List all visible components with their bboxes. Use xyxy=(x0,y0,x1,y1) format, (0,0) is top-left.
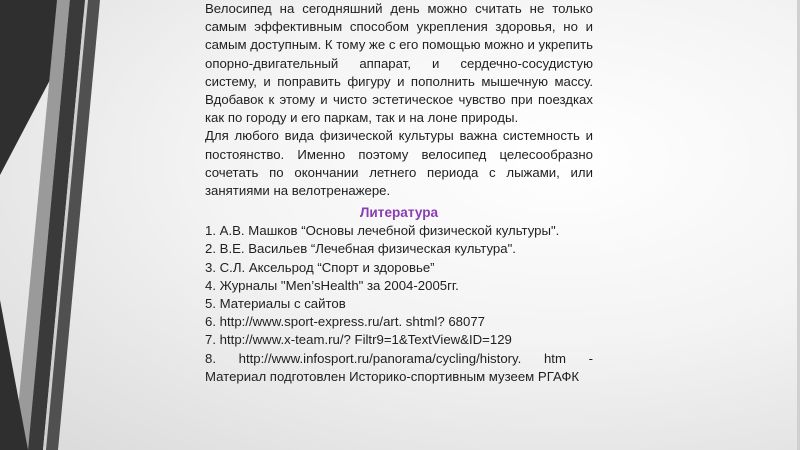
paragraph-1: Велосипед на сегодняшний день можно считать не только самым эффективным способом укрепления здоровья, но и самым доступным. К тому же с его помощью можно и укрепить опорно-двигательный аппарат, и сердечно-сосудистую систему, и поправить фигуру и пополнить мышечную массу. Вдобавок к этому и чисто эстетическое чувство при поездках как по городу и его паркам, так и на лоне природы. xyxy=(205,1,593,126)
paragraph-2: Для любого вида физической культуры важна системность и постоянство. Именно поэтому велосипед целесообразно сочетать по окончании летнего периода с лыжами, или занятиями на велотренажере. xyxy=(205,128,593,199)
reference-item-7: 7. http://www.x-team.ru/? Filtr9=1&TextView&ID=129 xyxy=(205,332,512,348)
reference-item-8: 8. http://www.infosport.ru/panorama/cycling/history. htm - Материал подготовлен Историко-спортивным музеем РГАФК xyxy=(205,350,593,384)
reference-item-6: 6. http://www.sport-express.ru/art. shtml? 68077 xyxy=(205,314,485,330)
main-text-block xyxy=(205,0,593,386)
reference-item-5: 5. Материалы с сайтов xyxy=(205,296,346,312)
reference-item-2: 2. В.Е. Васильев “Лечебная физическая культура". xyxy=(205,241,516,257)
literature-heading: Литература xyxy=(359,205,439,221)
reference-item-3: 3. С.Л. Аксельрод “Спорт и здоровье” xyxy=(205,259,435,275)
reference-item-1: 1. А.В. Машков “Основы лечебной физической культуры". xyxy=(205,223,560,239)
reference-item-4: 4. Журналы "Men’sHealth" за 2004-2005гг. xyxy=(205,277,459,293)
